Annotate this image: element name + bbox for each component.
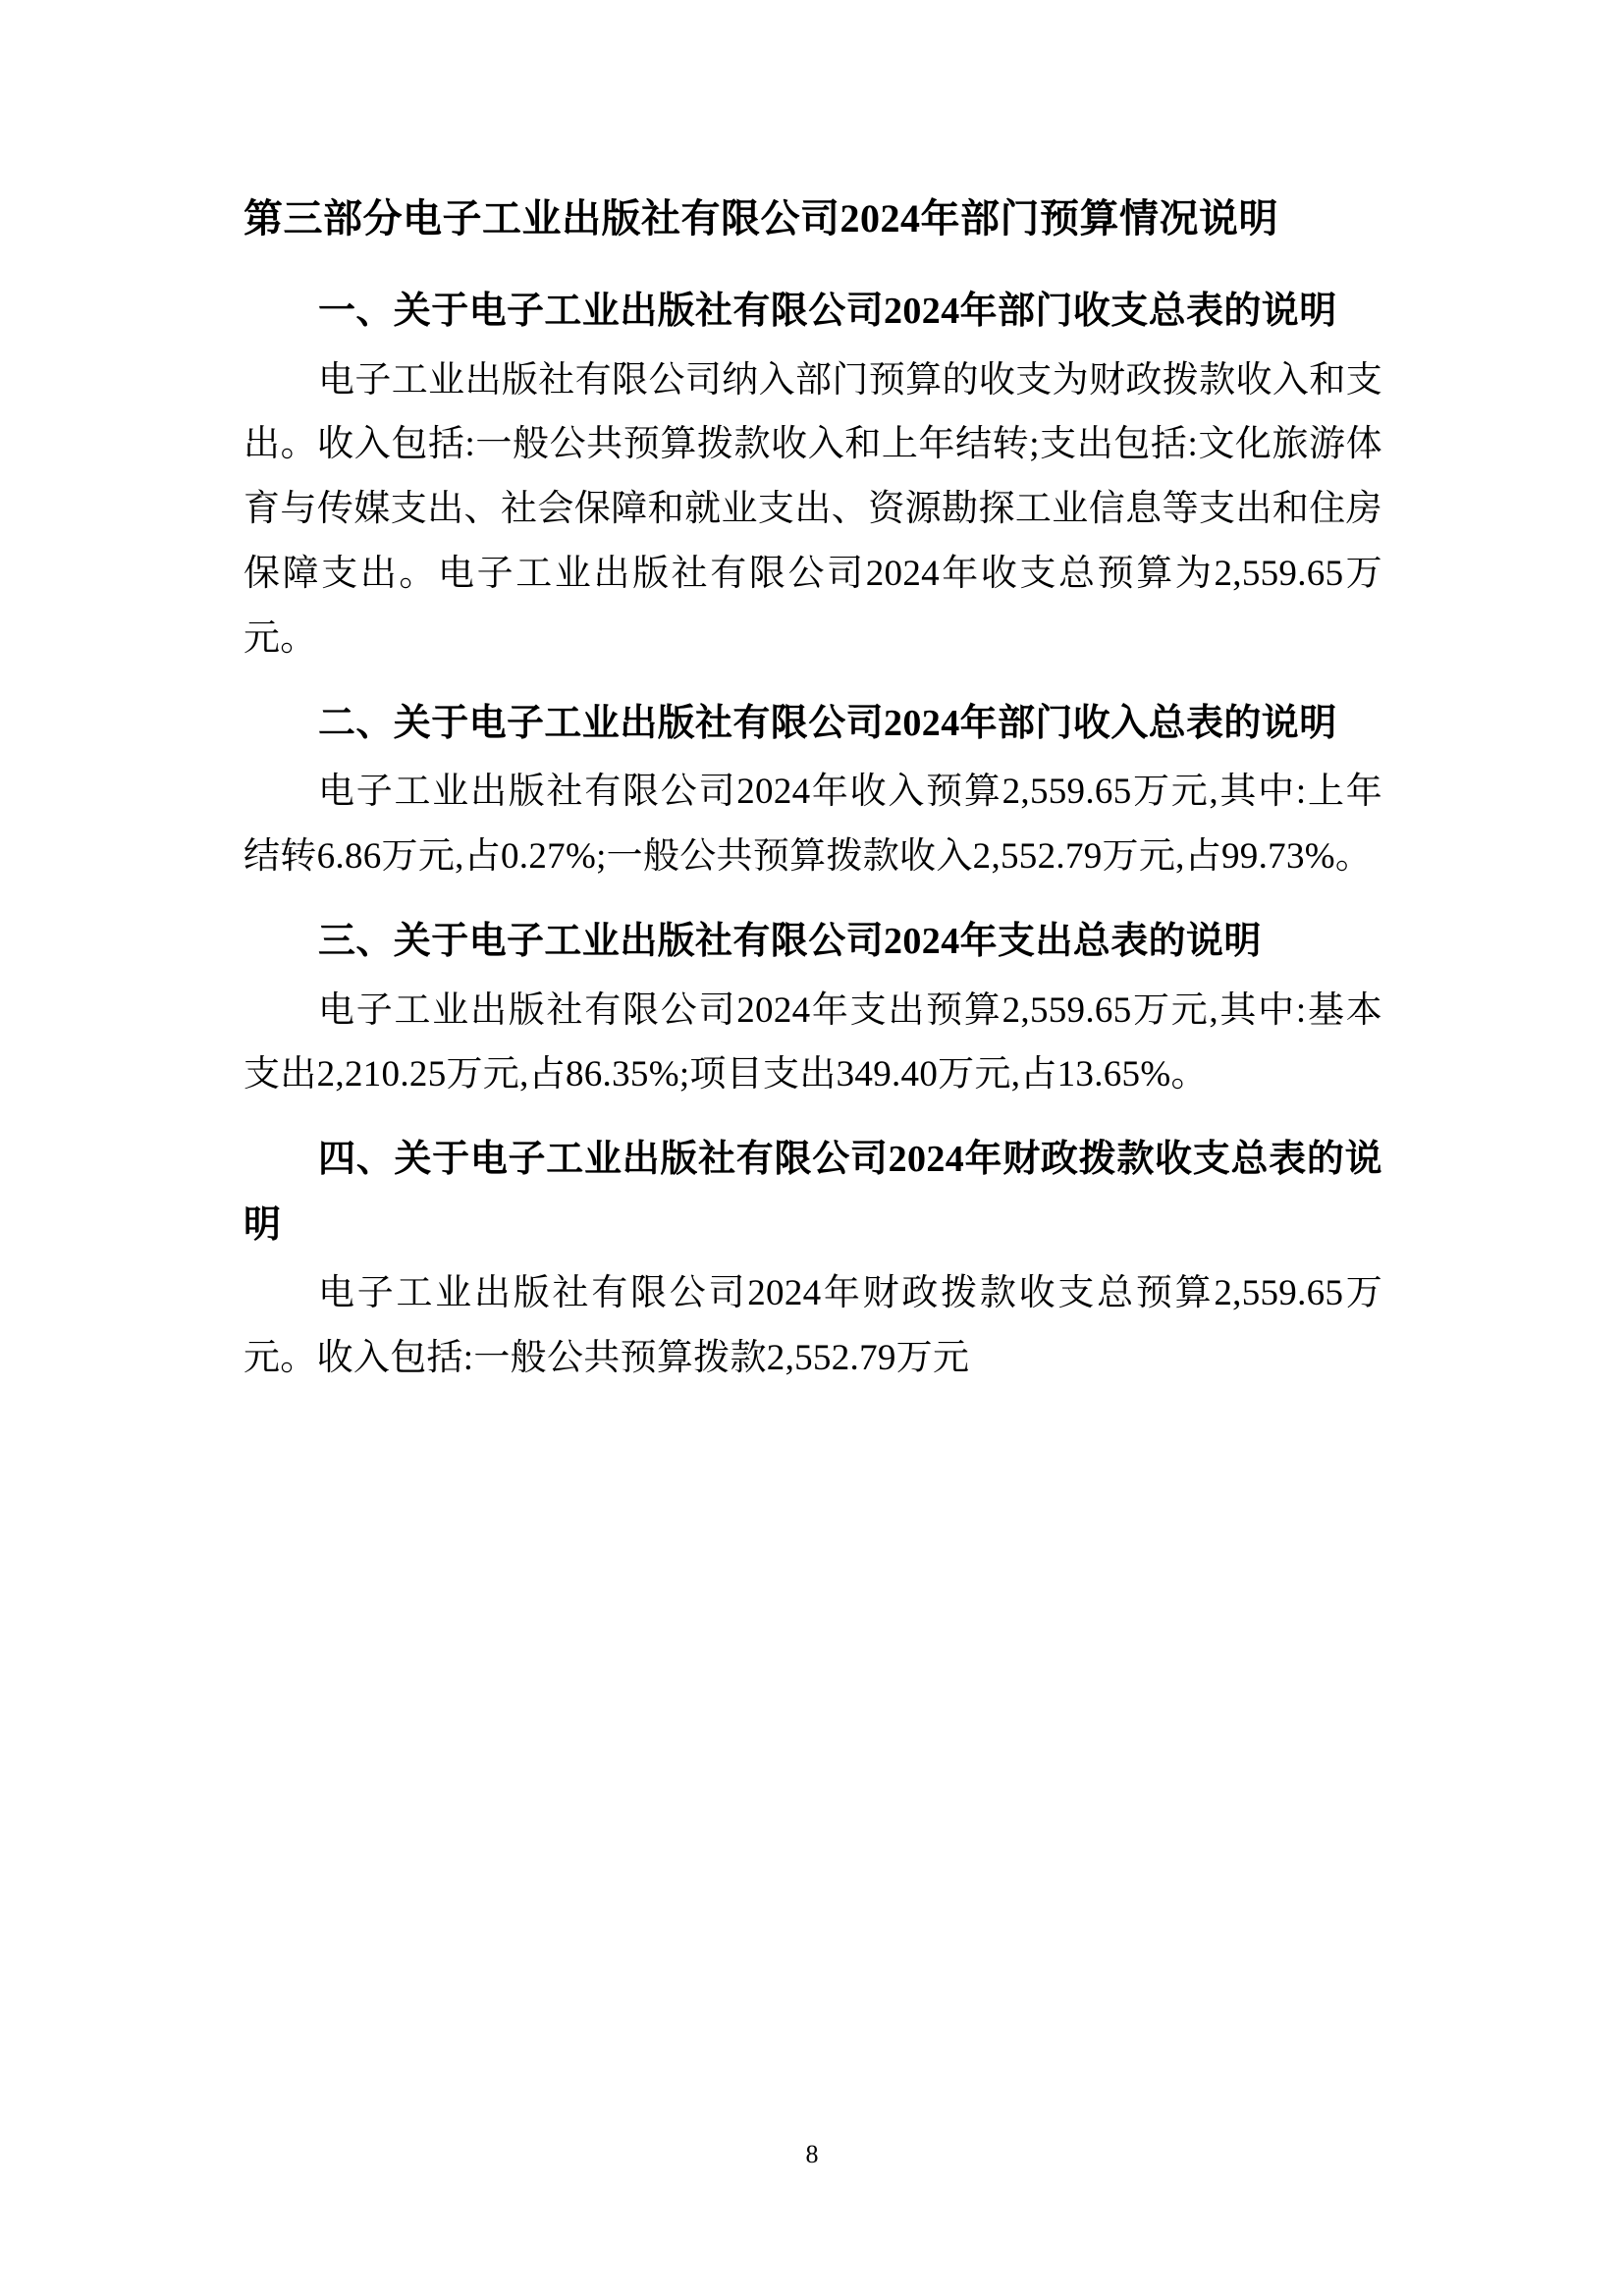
section-block-4 [244,1127,1382,1391]
section-paragraph-2: 电子工业出版社有限公司2024年收入预算2,559.65万元,其中:上年结转6.86万元,占0.27%;一般公共预算拨款收入2,552.79万元,占99.73%。 [244,772,1382,878]
section-block-1 [244,279,1382,671]
section-block-3 [244,909,1382,1107]
section-paragraph-3: 电子工业出版社有限公司2024年支出预算2,559.65万元,其中:基本支出2,210.25万元,占86.35%;项目支出349.40万元,占13.65%。 [244,989,1382,1095]
page-title: 第三部分电子工业出版社有限公司2024年部门预算情况说明 [244,196,1278,240]
section-paragraph-4: 电子工业出版社有限公司2024年财政拨款收支总预算2,559.65万元。收入包括:一般公共预算拨款2,552.79万元 [244,1273,1382,1379]
section-paragraph-1: 电子工业出版社有限公司纳入部门预算的收支为财政拨款收入和支出。收入包括:一般公共预算拨款收入和上年结转;支出包括:文化旅游体育与传媒支出、社会保障和就业支出、资源勘探工业信息等支出和住房保障支出。电子工业出版社有限公司2024年收支总预算为2,559.65万元。 [244,359,1382,659]
section-heading-4: 四、关于电子工业出版社有限公司2024年财政拨款收支总表的说明 [244,1139,1382,1246]
document-body [244,192,1382,1411]
section-block-2 [244,691,1382,889]
section-heading-2: 二、关于电子工业出版社有限公司2024年部门收入总表的说明 [318,702,1337,744]
section-heading-3: 三、关于电子工业出版社有限公司2024年支出总表的说明 [318,921,1262,963]
section-heading-1: 一、关于电子工业出版社有限公司2024年部门收支总表的说明 [318,291,1337,332]
page-number: 8 [805,2140,819,2168]
